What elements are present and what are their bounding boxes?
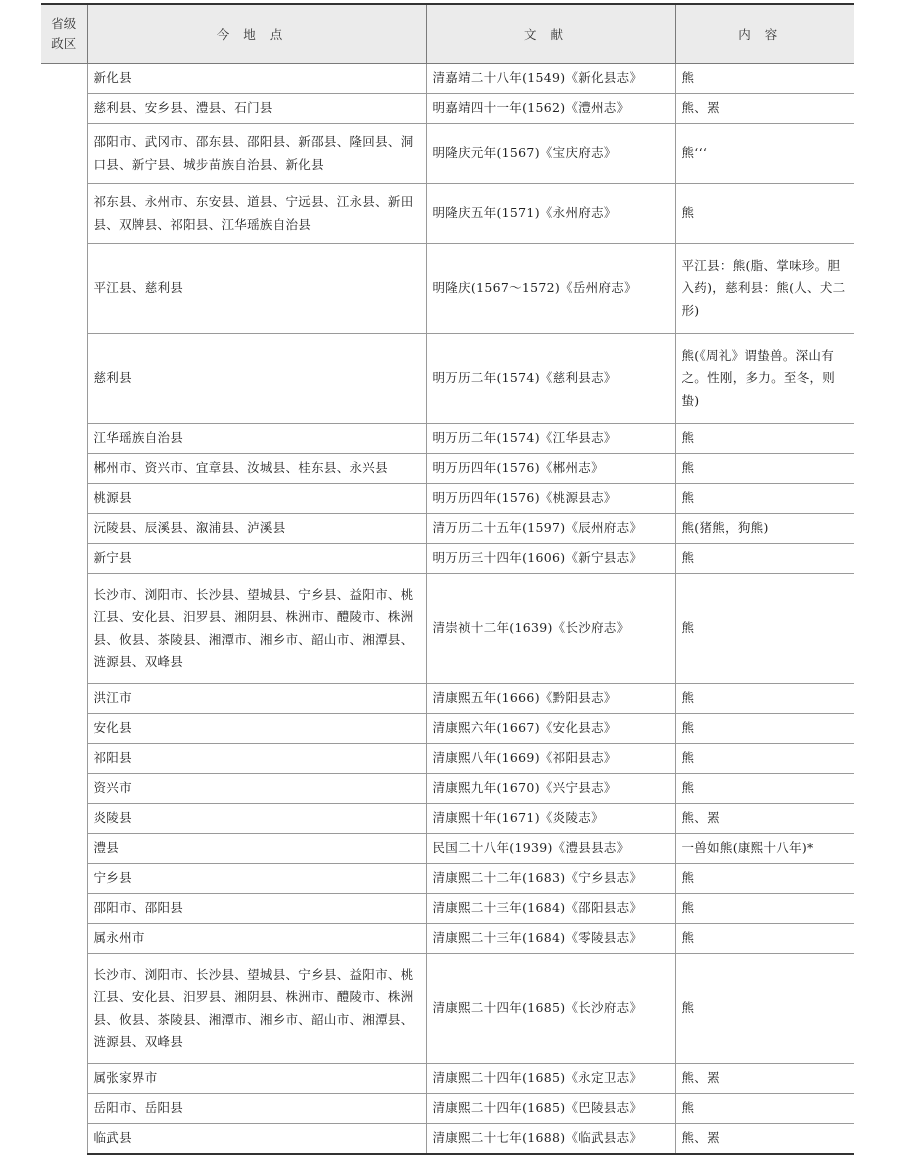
place-cell: 安化县 — [87, 714, 426, 744]
document-cell: 清嘉靖二十八年(1549)《新化县志》 — [426, 64, 675, 94]
content-cell: 熊 — [675, 64, 854, 94]
place-cell: 平江县、慈利县 — [87, 244, 426, 334]
table-row — [41, 64, 854, 94]
table-row — [41, 1094, 854, 1124]
document-cell: 清万历二十五年(1597)《辰州府志》 — [426, 514, 675, 544]
document-cell: 明万历三十四年(1606)《新宁县志》 — [426, 544, 675, 574]
document-cell: 明万历四年(1576)《桃源县志》 — [426, 484, 675, 514]
content-cell: 熊 — [675, 684, 854, 714]
document-cell: 清康熙二十二年(1683)《宁乡县志》 — [426, 864, 675, 894]
table-row — [41, 684, 854, 714]
place-cell: 沅陵县、辰溪县、溆浦县、泸溪县 — [87, 514, 426, 544]
content-cell: 熊 — [675, 714, 854, 744]
content-cell: 一兽如熊(康熙十八年)* — [675, 834, 854, 864]
document-cell: 清康熙二十三年(1684)《零陵县志》 — [426, 924, 675, 954]
header-document: 文献 — [426, 4, 675, 64]
document-cell: 清康熙六年(1667)《安化县志》 — [426, 714, 675, 744]
place-cell: 岳阳市、岳阳县 — [87, 1094, 426, 1124]
content-cell: 熊 — [675, 484, 854, 514]
place-cell: 慈利县 — [87, 334, 426, 424]
document-cell: 清康熙二十四年(1685)《永定卫志》 — [426, 1064, 675, 1094]
place-cell: 邵阳市、邵阳县 — [87, 894, 426, 924]
table-body — [41, 64, 854, 1154]
table-row — [41, 954, 854, 1064]
content-cell: 熊 — [675, 184, 854, 244]
content-cell: 平江县：熊(脂、掌味珍。胆入药)，慈利县：熊(人、犬二形) — [675, 244, 854, 334]
table-row — [41, 484, 854, 514]
document-cell: 清康熙五年(1666)《黔阳县志》 — [426, 684, 675, 714]
document-cell: 清康熙八年(1669)《祁阳县志》 — [426, 744, 675, 774]
place-cell: 属张家界市 — [87, 1064, 426, 1094]
province-cell — [41, 64, 87, 1154]
table-row — [41, 744, 854, 774]
content-cell: 熊 — [675, 1094, 854, 1124]
document-cell: 民国二十八年(1939)《澧县县志》 — [426, 834, 675, 864]
document-cell: 清康熙二十三年(1684)《邵阳县志》 — [426, 894, 675, 924]
content-cell: 熊 — [675, 744, 854, 774]
content-cell: 熊 — [675, 864, 854, 894]
document-cell: 明隆庆元年(1567)《宝庆府志》 — [426, 124, 675, 184]
place-cell: 邵阳市、武冈市、邵东县、邵阳县、新邵县、隆回县、洞口县、新宁县、城步苗族自治县、新化县 — [87, 124, 426, 184]
content-cell: 熊、罴 — [675, 94, 854, 124]
content-cell: 熊 — [675, 894, 854, 924]
table-row — [41, 1064, 854, 1094]
content-cell: 熊 — [675, 774, 854, 804]
header-content: 内容 — [675, 4, 854, 64]
document-cell: 明隆庆五年(1571)《永州府志》 — [426, 184, 675, 244]
header-place: 今地点 — [87, 4, 426, 64]
content-cell: 熊 — [675, 424, 854, 454]
place-cell: 临武县 — [87, 1124, 426, 1154]
content-cell: 熊 — [675, 574, 854, 684]
document-cell: 清康熙二十七年(1688)《临武县志》 — [426, 1124, 675, 1154]
content-cell: 熊、罴 — [675, 1064, 854, 1094]
table-row — [41, 544, 854, 574]
table-row — [41, 924, 854, 954]
place-cell: 长沙市、浏阳市、长沙县、望城县、宁乡县、益阳市、桃江县、安化县、汨罗县、湘阴县、株洲市、醴陵市、株洲县、攸县、茶陵县、湘潭市、湘乡市、韶山市、湘潭县、涟源县、双峰县 — [87, 574, 426, 684]
content-cell: 熊(《周礼》谓蛰兽。深山有之。性刚，多力。至冬，则蛰) — [675, 334, 854, 424]
content-cell: 熊、罴 — [675, 1124, 854, 1154]
table-header-row — [41, 4, 854, 64]
table-row — [41, 184, 854, 244]
place-cell: 澧县 — [87, 834, 426, 864]
table-row — [41, 334, 854, 424]
place-cell: 炎陵县 — [87, 804, 426, 834]
place-cell: 长沙市、浏阳市、长沙县、望城县、宁乡县、益阳市、桃江县、安化县、汨罗县、湘阴县、株洲市、醴陵市、株洲县、攸县、茶陵县、湘潭市、湘乡市、韶山市、湘潭县、涟源县、双峰县 — [87, 954, 426, 1064]
place-cell: 资兴市 — [87, 774, 426, 804]
content-cell: 熊‘‘‘ — [675, 124, 854, 184]
table-row — [41, 574, 854, 684]
content-cell: 熊 — [675, 544, 854, 574]
content-cell: 熊 — [675, 954, 854, 1064]
table-row — [41, 124, 854, 184]
table-row — [41, 774, 854, 804]
place-cell: 洪江市 — [87, 684, 426, 714]
place-cell: 宁乡县 — [87, 864, 426, 894]
place-cell: 慈利县、安乡县、澧县、石门县 — [87, 94, 426, 124]
place-cell: 祁阳县 — [87, 744, 426, 774]
document-cell: 明隆庆(1567～1572)《岳州府志》 — [426, 244, 675, 334]
document-cell: 明万历二年(1574)《慈利县志》 — [426, 334, 675, 424]
content-cell: 熊(猪熊，狗熊) — [675, 514, 854, 544]
records-table — [41, 3, 854, 1155]
document-cell: 清康熙二十四年(1685)《长沙府志》 — [426, 954, 675, 1064]
table-row — [41, 834, 854, 864]
document-cell: 清康熙十年(1671)《炎陵志》 — [426, 804, 675, 834]
table-row — [41, 514, 854, 544]
document-cell: 清崇祯十二年(1639)《长沙府志》 — [426, 574, 675, 684]
table-row — [41, 714, 854, 744]
place-cell: 祁东县、永州市、东安县、道县、宁远县、江永县、新田县、双牌县、祁阳县、江华瑶族自治县 — [87, 184, 426, 244]
table-row — [41, 244, 854, 334]
table-row — [41, 804, 854, 834]
document-cell: 清康熙九年(1670)《兴宁县志》 — [426, 774, 675, 804]
document-cell: 明万历二年(1574)《江华县志》 — [426, 424, 675, 454]
table-row — [41, 424, 854, 454]
content-cell: 熊 — [675, 924, 854, 954]
document-cell: 明万历四年(1576)《郴州志》 — [426, 454, 675, 484]
document-cell: 明嘉靖四十一年(1562)《澧州志》 — [426, 94, 675, 124]
content-cell: 熊 — [675, 454, 854, 484]
table-row — [41, 94, 854, 124]
place-cell: 桃源县 — [87, 484, 426, 514]
table-row — [41, 454, 854, 484]
place-cell: 新宁县 — [87, 544, 426, 574]
content-cell: 熊、罴 — [675, 804, 854, 834]
place-cell: 江华瑶族自治县 — [87, 424, 426, 454]
table-row — [41, 894, 854, 924]
place-cell: 新化县 — [87, 64, 426, 94]
place-cell: 郴州市、资兴市、宜章县、汝城县、桂东县、永兴县 — [87, 454, 426, 484]
header-province: 省级 政区 — [41, 4, 87, 64]
table-row — [41, 864, 854, 894]
document-cell: 清康熙二十四年(1685)《巴陵县志》 — [426, 1094, 675, 1124]
table-row — [41, 1124, 854, 1154]
place-cell: 属永州市 — [87, 924, 426, 954]
